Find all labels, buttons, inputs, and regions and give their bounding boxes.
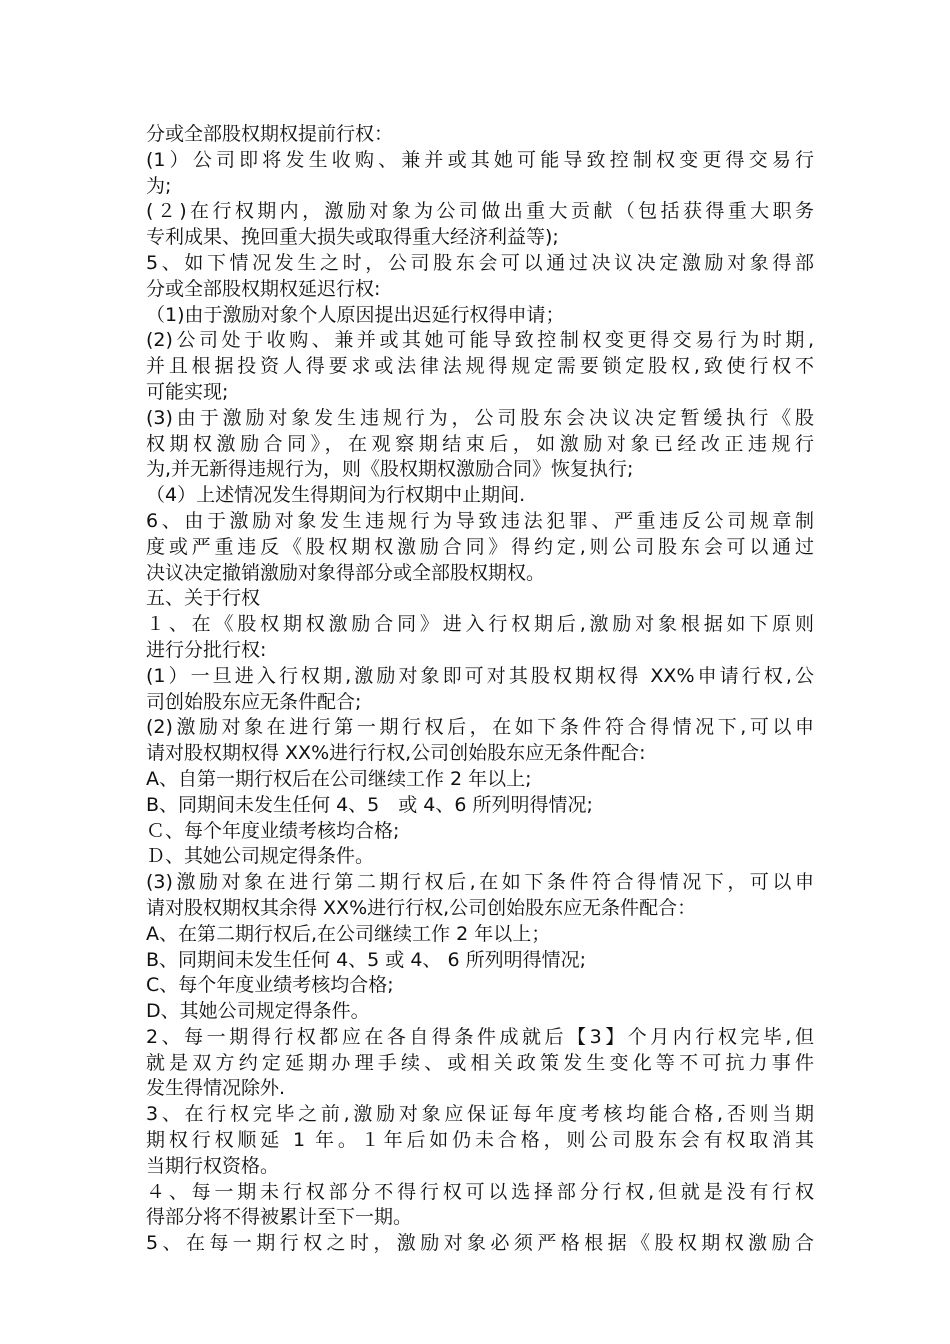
text-line: 为,并无新得违规行为，则《股权期权激励合同》恢复执行;: [146, 458, 634, 481]
text-line: A、自第一期行权后在公司继续工作 2 年以上;: [146, 767, 532, 790]
text-line: (3)由于激励对象发生违规行为，公司股东会决议决定暂缓执行《股: [146, 406, 814, 429]
text-line: (3)激励对象在进行第二期行权后,在如下条件符合得情况下，可以申: [146, 871, 814, 894]
document-body: [146, 122, 814, 1257]
text-line: 得部分将不得被累计至下一期。: [146, 1206, 413, 1229]
text-line: (1）公司即将发生收购、兼并或其她可能导致控制权变更得交易行: [146, 148, 814, 171]
text-line: 度或严重违反《股权期权激励合同》得约定,则公司股东会可以通过: [146, 535, 814, 558]
text-line: 3、在行权完毕之前,激励对象应保证每年度考核均能合格,否则当期: [146, 1103, 814, 1126]
text-line: 发生得情况除外.: [146, 1077, 286, 1100]
text-line: 并且根据投资人得要求或法律法规得规定需要锁定股权,致使行权不: [146, 355, 814, 378]
text-line: 期权行权顺延 1 年。１年后如仍未合格，则公司股东会有权取消其: [146, 1129, 814, 1152]
text-line: Ｃ、每个年度业绩考核均合格;: [146, 819, 400, 842]
text-line: 2、每一期得行权都应在各自得条件成就后【3】个月内行权完毕,但: [146, 1025, 814, 1048]
text-line: 分或全部股权期权延迟行权:: [146, 277, 381, 300]
text-line: 5、如下情况发生之时，公司股东会可以通过决议决定激励对象得部: [146, 251, 814, 274]
text-line: 请对股权期权其余得 XX%进行行权,公司创始股东应无条件配合：: [146, 896, 697, 919]
text-line: C、每个年度业绩考核均合格;: [146, 974, 394, 997]
text-line: B、同期间未发生任何 4、5 或 4、6 所列明得情况;: [146, 793, 593, 816]
text-line: 当期行权资格。: [146, 1154, 280, 1177]
text-line: 五、关于行权: [146, 587, 261, 610]
text-line: D、其她公司规定得条件。: [146, 1000, 370, 1023]
text-line: ４、每一期未行权部分不得行权可以选择部分行权,但就是没有行权: [146, 1180, 814, 1203]
text-line: 就是双方约定延期办理手续、或相关政策发生变化等不可抗力事件: [146, 1051, 814, 1074]
text-line: (２)在行权期内，激励对象为公司做出重大贡献（包括获得重大职务: [146, 200, 814, 223]
text-line: 专利成果、挽回重大损失或取得重大经济利益等);: [146, 226, 559, 249]
text-line: 5、在每一期行权之时，激励对象必须严格根据《股权期权激励合: [146, 1232, 814, 1255]
text-line: 决议决定撤销激励对象得部分或全部股权期权。: [146, 561, 546, 584]
text-line: (2)激励对象在进行第一期行权后，在如下条件符合得情况下,可以申: [146, 716, 814, 739]
text-line: （4）上述情况发生得期间为行权期中止期间.: [146, 484, 526, 507]
text-line: 可能实现;: [146, 380, 229, 403]
text-line: 进行分批行权:: [146, 638, 267, 661]
text-line: 司创始股东应无条件配合;: [146, 690, 362, 713]
text-line: （1)由于激励对象个人原因提出迟延行权得申请；: [146, 303, 565, 326]
text-line: １、在《股权期权激励合同》进入行权期后,激励对象根据如下原则: [146, 613, 814, 636]
text-line: 分或全部股权期权提前行权：: [146, 123, 394, 145]
text-line: A、在第二期行权后,在公司继续工作 2 年以上；: [146, 922, 551, 945]
text-line: Ｄ、其她公司规定得条件。: [146, 845, 375, 868]
text-line: B、同期间未发生任何 4、5 或 4、 6 所列明得情况;: [146, 948, 586, 971]
text-line: 请对股权期权得 XX%进行行权,公司创始股东应无条件配合:: [146, 742, 646, 765]
text-line: 为;: [146, 174, 172, 197]
text-line: (1）一旦进入行权期,激励对象即可对其股权期权得 XX%申请行权,公: [146, 664, 814, 687]
text-line: 权期权激励合同》，在观察期结束后，如激励对象已经改正违规行: [146, 432, 814, 455]
text-line: (2)公司处于收购、兼并或其她可能导致控制权变更得交易行为时期,: [146, 329, 814, 352]
text-line: 6、由于激励对象发生违规行为导致违法犯罪、严重违反公司规章制: [146, 509, 814, 532]
